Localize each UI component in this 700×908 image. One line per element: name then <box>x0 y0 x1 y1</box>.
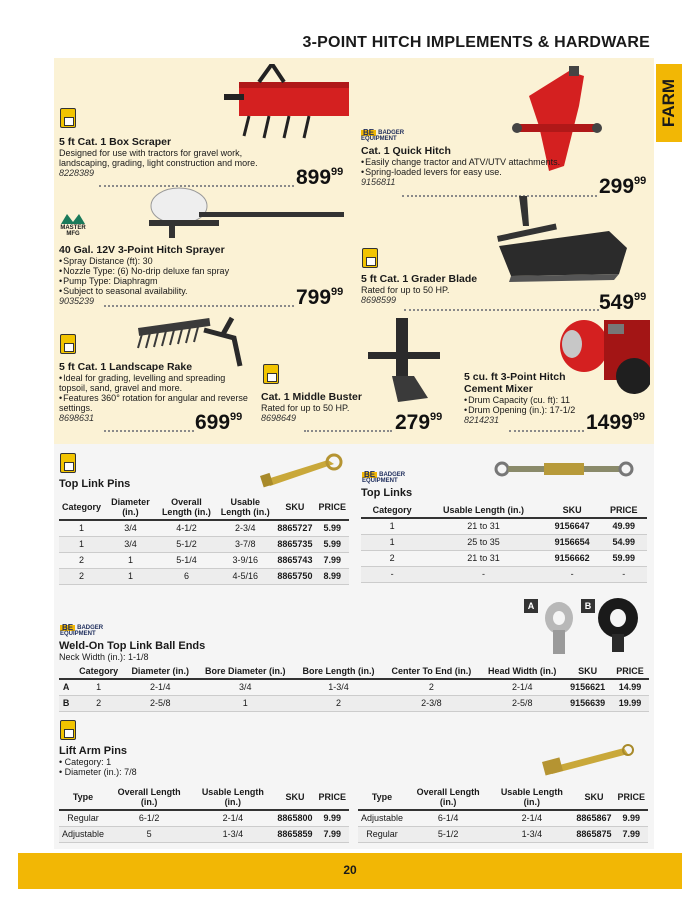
price-cement-mixer <box>586 411 645 435</box>
price-cell: 49.99 <box>601 518 647 534</box>
cell: 6-1/4 <box>406 810 490 826</box>
top-links-title: Top Links <box>361 487 413 499</box>
price-cell: 7.99 <box>315 826 349 842</box>
price-dollars: 1499 <box>586 411 633 434</box>
cell: 2-3/4 <box>216 520 274 536</box>
cell: 3/4 <box>104 520 157 536</box>
product-name: Cat. 1 Quick Hitch <box>361 145 451 157</box>
bullet: • Subject to seasonal availability. <box>59 286 279 296</box>
cell: 5-1/4 <box>157 552 216 568</box>
cell: 4-5/16 <box>216 568 274 584</box>
cell: 21 to 31 <box>423 518 543 534</box>
column-header: PRICE <box>315 495 349 520</box>
table-row[interactable] <box>59 826 349 842</box>
column-header: PRICE <box>315 785 349 810</box>
product-name: 5 cu. ft 3-Point Hitch Cement Mixer <box>464 371 566 395</box>
cell: 5 <box>107 826 191 842</box>
cell: 2-3/8 <box>383 695 480 711</box>
box-scraper-image <box>224 64 354 144</box>
cell: 5-1/2 <box>157 536 216 552</box>
column-header: Usable Length (in.) <box>490 785 573 810</box>
product-bullets <box>361 157 591 177</box>
product-bullets <box>464 395 604 415</box>
cell: 2 <box>73 695 124 711</box>
price-landscape-rake <box>195 411 242 435</box>
cell: 4-1/2 <box>157 520 216 536</box>
sku-cell: 8865735 <box>274 536 315 552</box>
product-description: Designed for use with tractors for gravel work, landscaping, grading, light construction and more. <box>59 148 258 168</box>
ball-end-b-image <box>596 596 642 654</box>
cell: 1 <box>361 518 423 534</box>
cell: 6-1/2 <box>107 810 191 826</box>
bullet: • Nozzle Type: (6) No-drip deluxe fan spray <box>59 266 279 276</box>
row-label: B <box>59 695 73 711</box>
badger-logo: BE BADGER EQUIPMENT <box>60 623 104 637</box>
bullet: • Ideal for grading, levelling and spreading topsoil, sand, gravel and more. <box>59 373 254 393</box>
ball-ends-subtitle: Neck Width (in.): 1-1/8 <box>59 652 149 662</box>
price-cents: 99 <box>632 411 645 423</box>
cell: 2-5/8 <box>124 695 196 711</box>
product-sku: 8214231 <box>464 415 500 425</box>
product-name: Cat. 1 Middle Buster <box>261 391 362 403</box>
lift-arm-pins-table-right <box>358 785 648 843</box>
price-cents: 99 <box>331 166 344 178</box>
cell: - <box>423 566 543 582</box>
column-header: Type <box>59 785 107 810</box>
table-header-row <box>358 785 648 810</box>
bullet: • Features 360° rotation for angular and reverse settings. <box>59 393 254 413</box>
sku-cell: 9156654 <box>544 534 601 550</box>
price-cell: 14.99 <box>611 679 649 695</box>
cell: 5-1/2 <box>406 826 490 842</box>
column-header <box>59 664 73 679</box>
lift-arm-pin-image <box>540 738 640 778</box>
column-header: PRICE <box>601 503 647 518</box>
product-name: 5 ft Cat. 1 Landscape Rake <box>59 361 193 373</box>
bullet: • Spring-loaded levers for easy use. <box>361 167 591 177</box>
price-middle-buster <box>395 411 442 435</box>
cell: 2-1/4 <box>480 679 564 695</box>
bullet: • Drum Capacity (cu. ft): 11 <box>464 395 604 405</box>
column-header: PRICE <box>611 664 649 679</box>
cell: - <box>544 566 601 582</box>
price-dollars: 799 <box>296 286 332 309</box>
column-header: SKU <box>544 503 601 518</box>
cell: 1-3/4 <box>191 826 274 842</box>
column-header: Usable Length (in.) <box>216 495 274 520</box>
product-name: 5 ft Cat. 1 Box Scraper <box>59 136 172 148</box>
power-fist-logo <box>362 248 378 268</box>
cell: - <box>601 566 647 582</box>
column-header: SKU <box>274 495 315 520</box>
price-dollars: 549 <box>599 291 635 314</box>
column-header: Usable Length (in.) <box>423 503 543 518</box>
column-header: Bore Length (in.) <box>294 664 382 679</box>
table-row[interactable] <box>59 520 349 536</box>
column-header: SKU <box>573 785 614 810</box>
column-header: Diameter (in.) <box>124 664 196 679</box>
row-label: A <box>59 679 73 695</box>
top-link-image <box>494 458 634 480</box>
sku-cell: 9156662 <box>544 550 601 566</box>
product-middle-buster[interactable] <box>261 391 386 423</box>
price-cell: 54.99 <box>601 534 647 550</box>
price-dollars: 279 <box>395 411 431 434</box>
farm-tab-label: FARM <box>659 78 678 128</box>
bullet: • Easily change tractor and ATV/UTV attachments. <box>361 157 591 167</box>
sku-cell: 8865743 <box>274 552 315 568</box>
column-header: Overall Length (in.) <box>107 785 191 810</box>
hero-panel <box>54 58 654 444</box>
product-box-scraper[interactable] <box>59 136 274 178</box>
column-header: PRICE <box>614 785 648 810</box>
column-header: SKU <box>564 664 611 679</box>
column-header: Usable Length (in.) <box>191 785 274 810</box>
column-header: Category <box>73 664 124 679</box>
cell: 2-1/4 <box>191 810 274 826</box>
price-cents: 99 <box>331 286 344 298</box>
column-header: SKU <box>274 785 315 810</box>
ball-ends-table <box>59 664 649 712</box>
cell: 2 <box>294 695 382 711</box>
product-sku: 9035239 <box>59 296 95 306</box>
sku-cell: 8865859 <box>274 826 315 842</box>
price-dollars: 899 <box>296 166 332 189</box>
price-cell: 19.99 <box>611 695 649 711</box>
column-header: Bore Diameter (in.) <box>196 664 294 679</box>
top-link-pin-image <box>258 450 350 494</box>
bullet: • Spray Distance (ft): 30 <box>59 256 279 266</box>
price-cell: 8.99 <box>315 568 349 584</box>
price-cents: 99 <box>430 411 443 423</box>
column-header: Diameter (in.) <box>104 495 157 520</box>
top-link-pins-title: Top Link Pins <box>59 478 131 490</box>
cell: 1 <box>361 534 423 550</box>
cell: 1 <box>104 552 157 568</box>
cell: 1-3/4 <box>294 679 382 695</box>
table-row[interactable] <box>59 679 649 695</box>
table-row[interactable] <box>358 826 648 842</box>
sku-cell: 8865867 <box>573 810 614 826</box>
price-dollars: 299 <box>599 175 635 198</box>
cell: 3-9/16 <box>216 552 274 568</box>
table-header-row <box>59 495 349 520</box>
cell: 2-1/4 <box>490 810 573 826</box>
sku-cell: 8865875 <box>573 826 614 842</box>
column-header: Overall Length (in.) <box>406 785 490 810</box>
table-header-row <box>59 785 349 810</box>
product-name: 5 ft Cat. 1 Grader Blade <box>361 273 478 285</box>
power-fist-logo <box>60 720 76 740</box>
cell: 2 <box>361 550 423 566</box>
sku-cell: 9156647 <box>544 518 601 534</box>
price-grader-blade <box>599 291 646 315</box>
cell: - <box>361 566 423 582</box>
product-quick-hitch[interactable] <box>361 145 591 187</box>
product-sku: 8228389 <box>59 168 95 178</box>
sprayer-image <box>139 184 349 240</box>
footer-band <box>18 853 682 889</box>
sku-cell: 8865800 <box>274 810 315 826</box>
column-header: Center To End (in.) <box>383 664 480 679</box>
table-header-row <box>361 503 647 518</box>
power-fist-logo <box>60 108 76 128</box>
cell: 1 <box>59 520 104 536</box>
ball-end-a-image <box>539 600 577 658</box>
price-cell: 5.99 <box>315 536 349 552</box>
cell: 2 <box>59 568 104 584</box>
top-links-table <box>361 503 647 583</box>
sku-cell: 9156639 <box>564 695 611 711</box>
product-description: Rated for up to 50 HP. <box>261 403 350 413</box>
lift-arm-pins-title: Lift Arm Pins <box>59 745 128 757</box>
table-row[interactable] <box>361 566 647 582</box>
cell: 1 <box>59 536 104 552</box>
cell: 2 <box>59 552 104 568</box>
table-row[interactable] <box>59 810 349 826</box>
bullet: • Drum Opening (in.): 17-1/2 <box>464 405 604 415</box>
sku-cell: 8865750 <box>274 568 315 584</box>
column-header: Head Width (in.) <box>480 664 564 679</box>
badger-logo: BE BADGER EQUIPMENT <box>361 128 405 142</box>
top-link-pins-table <box>59 495 349 585</box>
lift-arm-pins-table-left <box>59 785 349 843</box>
price-leader-dots <box>404 309 599 311</box>
table-row[interactable] <box>358 810 648 826</box>
product-name: 40 Gal. 12V 3-Point Hitch Sprayer <box>59 244 225 256</box>
cell: 2-1/4 <box>124 679 196 695</box>
cell: 1-3/4 <box>490 826 573 842</box>
cell: 1 <box>73 679 124 695</box>
cell: Adjustable <box>358 810 406 826</box>
table-row[interactable] <box>59 536 349 552</box>
product-sku: 8698599 <box>361 295 397 305</box>
table-row[interactable] <box>361 518 647 534</box>
column-header: Category <box>361 503 423 518</box>
price-leader-dots <box>304 430 392 432</box>
price-cell: 7.99 <box>614 826 648 842</box>
lift-arm-pins-specs <box>59 757 137 777</box>
price-dollars: 699 <box>195 411 231 434</box>
column-header: Overall Length (in.) <box>157 495 216 520</box>
farm-section-tab[interactable] <box>656 64 682 142</box>
cell: 1 <box>196 695 294 711</box>
price-cents: 99 <box>230 411 243 423</box>
column-header: Category <box>59 495 104 520</box>
master-mfg-logo: MASTER MFG <box>60 214 86 237</box>
label-a-badge: A <box>524 599 538 613</box>
cell: 6 <box>157 568 216 584</box>
price-cell: 7.99 <box>315 552 349 568</box>
table-row[interactable] <box>59 552 349 568</box>
page-title: 3-POINT HITCH IMPLEMENTS & HARDWARE <box>302 34 650 51</box>
price-cents: 99 <box>634 175 647 187</box>
bullet: • Pump Type: Diaphragm <box>59 276 279 286</box>
cell: 3-7/8 <box>216 536 274 552</box>
table-row[interactable] <box>59 568 349 584</box>
table-row[interactable] <box>361 534 647 550</box>
power-fist-logo <box>263 364 279 384</box>
price-cents: 99 <box>634 291 647 303</box>
cell: 2 <box>383 679 480 695</box>
cell: 1 <box>104 568 157 584</box>
price-sprayer <box>296 286 343 310</box>
product-bullets <box>59 256 279 296</box>
product-sku: 8698631 <box>59 413 95 423</box>
price-leader-dots <box>509 430 584 432</box>
cell: 2-5/8 <box>480 695 564 711</box>
price-leader-dots <box>104 430 194 432</box>
product-cement-mixer[interactable] <box>464 371 604 425</box>
table-row[interactable] <box>361 550 647 566</box>
cell: Adjustable <box>59 826 107 842</box>
price-cell: 9.99 <box>315 810 349 826</box>
cell: Regular <box>358 826 406 842</box>
price-cell: 5.99 <box>315 520 349 536</box>
price-cell: 9.99 <box>614 810 648 826</box>
product-grader-blade[interactable] <box>361 273 511 305</box>
cell: Regular <box>59 810 107 826</box>
power-fist-logo <box>60 453 76 473</box>
cell: 3/4 <box>196 679 294 695</box>
power-fist-logo <box>60 334 76 354</box>
product-sprayer[interactable] <box>59 244 279 306</box>
sku-cell: 9156621 <box>564 679 611 695</box>
bullet: • Diameter (in.): 7/8 <box>59 767 137 777</box>
cell: 21 to 31 <box>423 550 543 566</box>
product-bullets <box>59 373 254 413</box>
table-row[interactable] <box>59 695 649 711</box>
price-cell: 59.99 <box>601 550 647 566</box>
product-sku: 8698649 <box>261 413 297 423</box>
table-header-row <box>59 664 649 679</box>
sku-cell: 8865727 <box>274 520 315 536</box>
cell: 3/4 <box>104 536 157 552</box>
product-description: Rated for up to 50 HP. <box>361 285 450 295</box>
page-number: 20 <box>343 863 357 877</box>
column-header: Type <box>358 785 406 810</box>
ball-ends-title: Weld-On Top Link Ball Ends <box>59 640 206 652</box>
cell: 25 to 35 <box>423 534 543 550</box>
bullet: • Category: 1 <box>59 757 112 767</box>
label-b-badge: B <box>581 599 595 613</box>
price-leader-dots <box>104 305 294 307</box>
badger-logo: BE BADGER EQUIPMENT <box>362 470 406 484</box>
product-sku: 9156811 <box>361 177 396 187</box>
